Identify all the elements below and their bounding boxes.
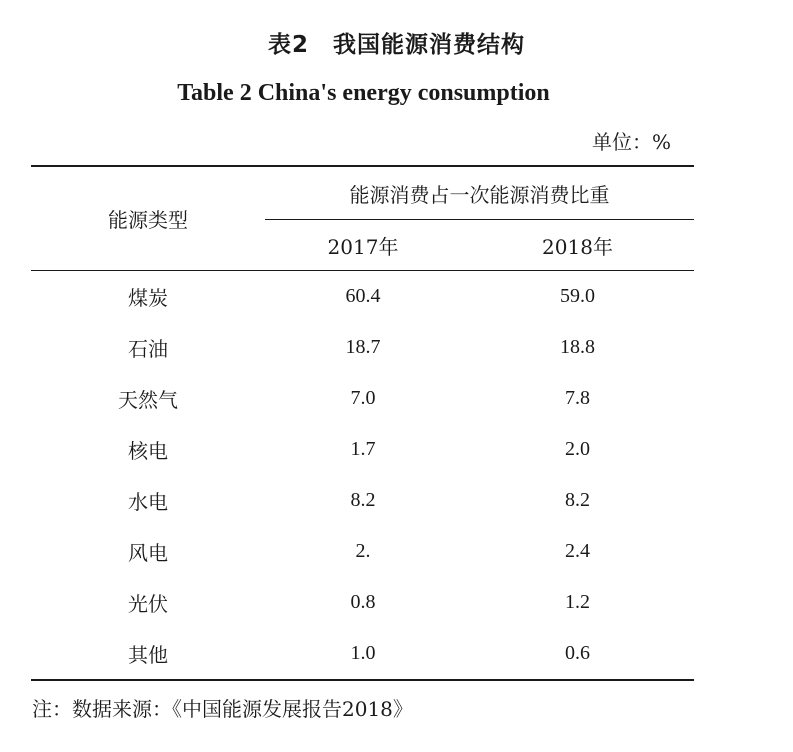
value-2017-cell: 7.0 xyxy=(350,387,376,409)
table-title-chinese: 表2 我国能源消费结构 xyxy=(267,32,525,58)
value-2017-cell: 8.2 xyxy=(350,489,376,511)
energy-consumption-table xyxy=(31,165,694,681)
energy-type-cell: 核电 xyxy=(128,439,168,463)
value-2018-cell: 2.0 xyxy=(565,438,590,460)
year-2017-header: 2017年 xyxy=(265,220,461,271)
value-2018-cell: 8.2 xyxy=(565,489,590,511)
share-group-header: 能源消费占一次能源消费比重 xyxy=(265,166,694,220)
value-2017-cell: 60.4 xyxy=(345,285,381,307)
table-row xyxy=(31,475,694,526)
value-2017-cell: 2. xyxy=(355,540,371,562)
table-row xyxy=(31,424,694,475)
table-row xyxy=(31,322,694,373)
table-row xyxy=(31,628,694,680)
energy-type-header: 能源类型 xyxy=(31,166,265,271)
energy-table-container xyxy=(31,165,694,681)
value-2018-cell: 1.2 xyxy=(565,591,590,613)
table-title-english: Table 2 China's energy consumption xyxy=(177,80,550,106)
value-2017-cell: 1.7 xyxy=(350,438,376,460)
header-row-1 xyxy=(31,166,694,220)
source-note: 注：数据来源：《中国能源发展报告2018》 xyxy=(32,697,413,721)
value-2018-cell: 7.8 xyxy=(565,387,590,409)
value-2018-cell: 0.6 xyxy=(461,628,694,680)
energy-type-cell: 光伏 xyxy=(128,592,168,616)
table-row xyxy=(31,526,694,577)
energy-type-cell: 其他 xyxy=(31,628,265,680)
table-row xyxy=(31,577,694,628)
energy-type-cell: 水电 xyxy=(128,490,168,514)
value-2018-cell: 59.0 xyxy=(560,285,595,307)
table-header xyxy=(31,166,694,271)
table-body xyxy=(31,271,694,681)
table-row xyxy=(31,271,694,323)
table-row xyxy=(31,373,694,424)
value-2018-cell: 18.8 xyxy=(560,336,595,358)
value-2017-cell: 1.0 xyxy=(265,628,461,680)
value-2018-cell: 2.4 xyxy=(565,540,590,562)
energy-type-cell: 煤炭 xyxy=(128,286,168,310)
energy-type-cell: 石油 xyxy=(128,337,168,361)
energy-type-cell: 天然气 xyxy=(118,388,178,412)
energy-type-cell: 风电 xyxy=(128,541,168,565)
value-2017-cell: 0.8 xyxy=(350,591,376,613)
unit-label: 单位：% xyxy=(591,130,671,154)
value-2017-cell: 18.7 xyxy=(345,336,381,358)
year-2018-header: 2018年 xyxy=(461,220,694,271)
